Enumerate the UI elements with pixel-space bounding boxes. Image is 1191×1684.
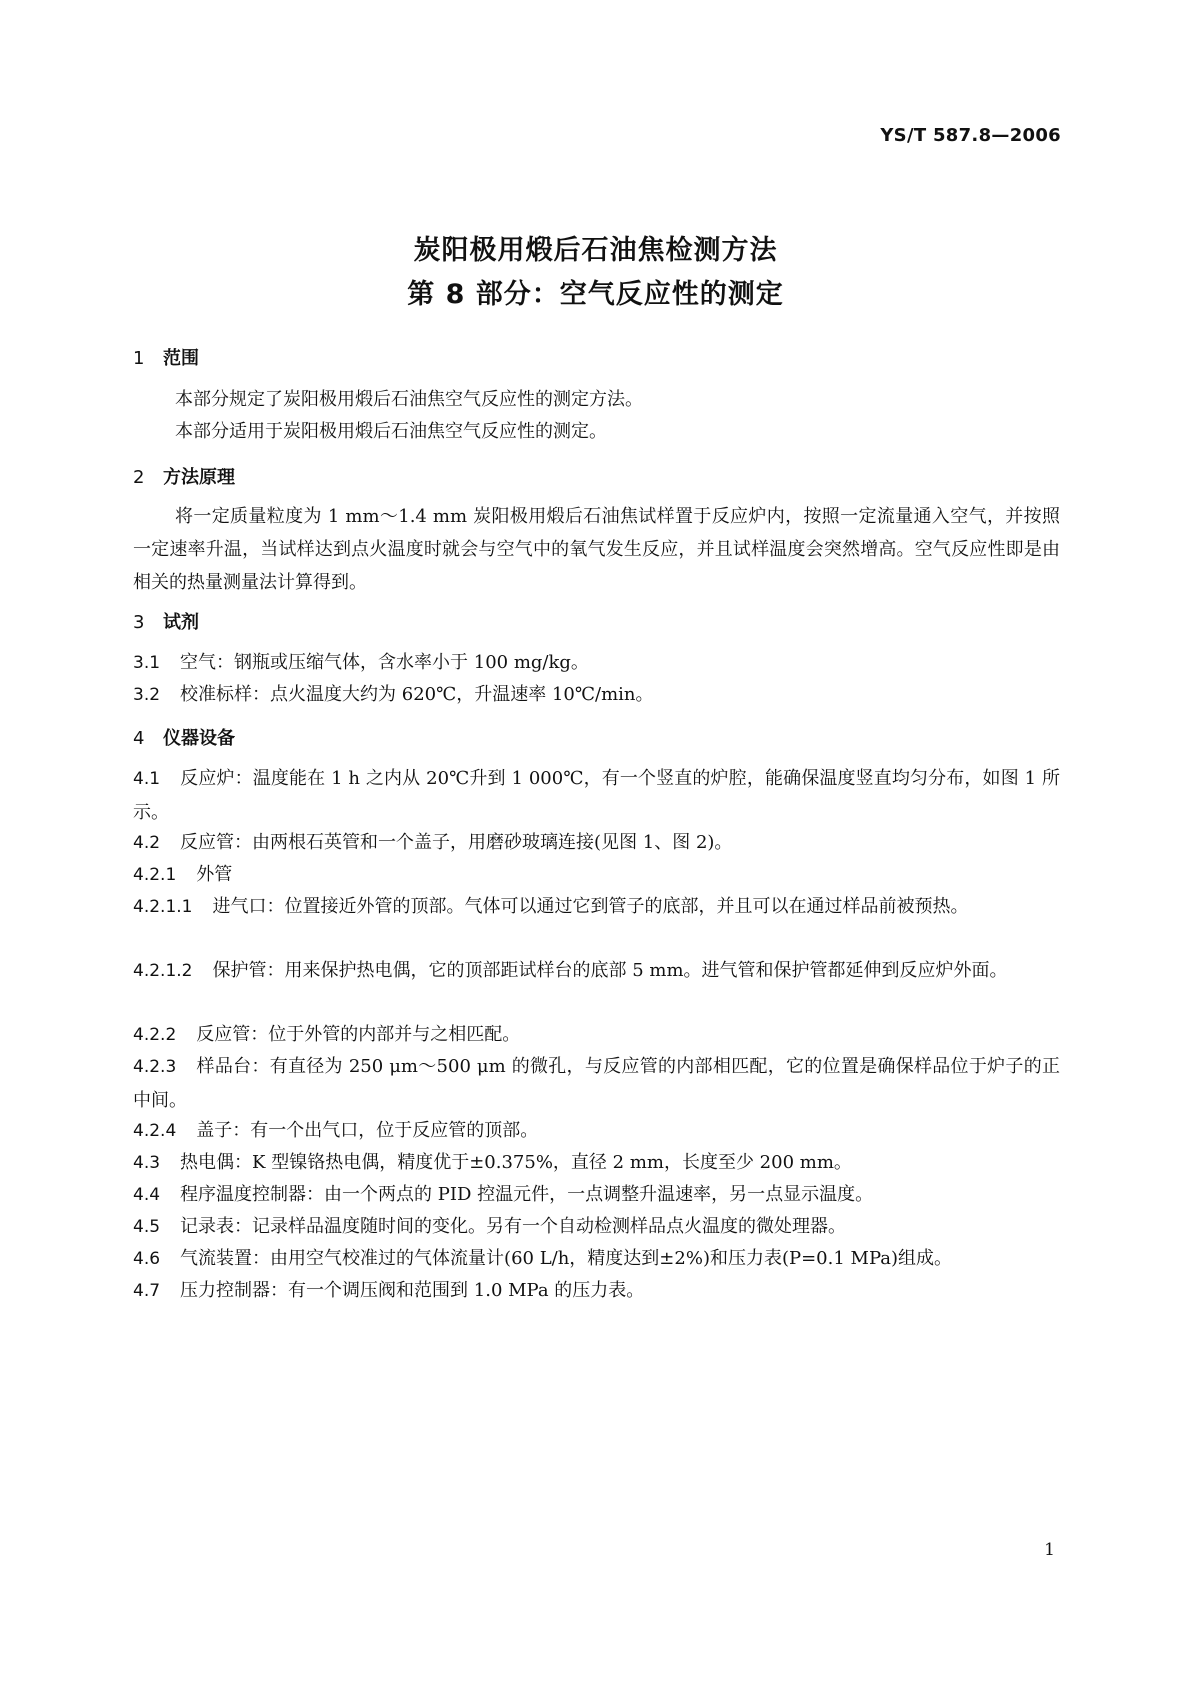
clause-4-4 <box>133 1178 1060 1212</box>
clause-text: 记录表：记录样品温度随时间的变化。另有一个自动检测样品点火温度的微处理器。 <box>180 1216 847 1237</box>
section-3-heading <box>133 608 199 634</box>
section-title: 试剂 <box>163 612 199 633</box>
clause-3-2 <box>133 678 1060 712</box>
clause-number: 4.3 <box>133 1153 161 1173</box>
section-2-heading <box>133 463 235 489</box>
clause-number: 4.1 <box>133 769 161 789</box>
clause-text: 校准标样：点火温度大约为 620℃，升温速率 10℃/min。 <box>180 684 654 705</box>
clause-number: 4.5 <box>133 1217 161 1237</box>
clause-4-7 <box>133 1274 1060 1308</box>
section-number: 1 <box>133 348 145 369</box>
document-title-line2: 第 8 部分：空气反应性的测定 <box>407 279 784 310</box>
section-1-heading <box>133 344 199 370</box>
clause-text: 反应管：位于外管的内部并与之相匹配。 <box>196 1024 521 1045</box>
clause-text: 热电偶：K 型镍铬热电偶，精度优于±0.375%，直径 2 mm，长度至少 200 mm。 <box>180 1152 852 1173</box>
clause-number: 4.2.1.1 <box>133 897 193 917</box>
clause-text: 反应炉：温度能在 1 h 之内从 20℃升到 1 000℃，有一个竖直的炉腔，能确保温度竖直均匀分布，如图 1 所示。 <box>133 768 1060 823</box>
clause-text: 保护管：用来保护热电偶，它的顶部距试样台的底部 5 mm。进气管和保护管都延伸到反应炉外面。 <box>212 960 1008 981</box>
section-title: 范围 <box>163 348 199 369</box>
clause-4-2 <box>133 826 1060 860</box>
clause-number: 4.4 <box>133 1185 161 1205</box>
clause-text: 空气：钢瓶或压缩气体，含水率小于 100 mg/kg。 <box>180 652 589 673</box>
clause-text: 外管 <box>196 864 233 885</box>
clause-4-2-3 <box>133 1050 1060 1117</box>
clause-number: 3.2 <box>133 685 161 705</box>
clause-text: 盖子：有一个出气口，位于反应管的顶部。 <box>196 1120 539 1141</box>
standard-code: YS/T 587.8—2006 <box>880 125 1061 146</box>
section-1-paragraph-2: 本部分适用于炭阳极用煅后石油焦空气反应性的测定。 <box>175 421 607 442</box>
section-2-paragraph: 将一定质量粒度为 1 mm～1.4 mm 炭阳极用煅后石油焦试样置于反应炉内，按照一定流量通入空气，并按照一定速率升温，当试样达到点火温度时就会与空气中的氧气发生反应，并且试样温度会突然增高。空气反应性即是由相关的热量测量法计算得到。 <box>133 506 1060 593</box>
section-1-paragraph-1: 本部分规定了炭阳极用煅后石油焦空气反应性的测定方法。 <box>175 389 643 410</box>
clause-text: 气流装置：由用空气校准过的气体流量计(60 L/h，精度达到±2%)和压力表(P=0.1 MPa)组成。 <box>180 1248 953 1269</box>
clause-number: 4.2.4 <box>133 1121 177 1141</box>
clause-text: 反应管：由两根石英管和一个盖子，用磨砂玻璃连接(见图 1、图 2)。 <box>180 832 733 853</box>
clause-number: 4.2 <box>133 833 161 853</box>
section-4-heading <box>133 724 235 750</box>
section-title: 仪器设备 <box>163 728 235 749</box>
clause-number: 3.1 <box>133 653 161 673</box>
clause-text: 压力控制器：有一个调压阀和范围到 1.0 MPa 的压力表。 <box>180 1280 645 1301</box>
clause-number: 4.2.2 <box>133 1025 177 1045</box>
clause-4-6 <box>133 1242 1060 1276</box>
clause-4-1 <box>133 762 1060 829</box>
clause-number: 4.2.3 <box>133 1057 177 1077</box>
section-number: 3 <box>133 612 145 633</box>
clause-number: 4.6 <box>133 1249 161 1269</box>
clause-4-2-1-1 <box>133 890 1060 924</box>
clause-number: 4.7 <box>133 1281 161 1301</box>
clause-text: 样品台：有直径为 250 μm～500 μm 的微孔，与反应管的内部相匹配，它的位置是确保样品位于炉子的正中间。 <box>133 1056 1060 1111</box>
clause-4-2-1 <box>133 858 1060 892</box>
page-number: 1 <box>1044 1540 1055 1560</box>
section-title: 方法原理 <box>163 467 235 488</box>
clause-text: 进气口：位置接近外管的顶部。气体可以通过它到管子的底部，并且可以在通过样品前被预热。 <box>212 896 969 917</box>
clause-4-2-4 <box>133 1114 1060 1148</box>
clause-3-1 <box>133 646 1060 680</box>
clause-number: 4.2.1.2 <box>133 961 193 981</box>
clause-number: 4.2.1 <box>133 865 177 885</box>
clause-4-3 <box>133 1146 1060 1180</box>
clause-4-5 <box>133 1210 1060 1244</box>
section-number: 4 <box>133 728 145 749</box>
clause-4-2-2 <box>133 1018 1060 1052</box>
clause-text: 程序温度控制器：由一个两点的 PID 控温元件，一点调整升温速率，另一点显示温度。 <box>180 1184 874 1205</box>
section-number: 2 <box>133 467 145 488</box>
document-title-line1: 炭阳极用煅后石油焦检测方法 <box>413 235 778 266</box>
clause-4-2-1-2 <box>133 954 1060 988</box>
